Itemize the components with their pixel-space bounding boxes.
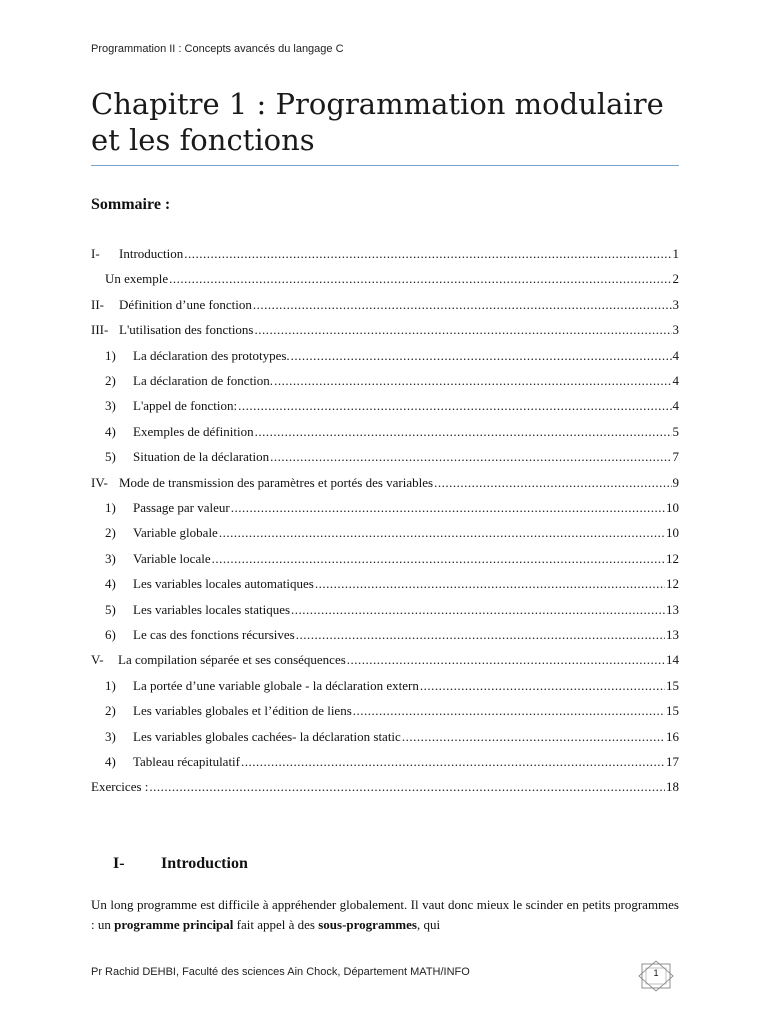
toc-leader-dots: [241, 754, 665, 770]
section-number: I-: [113, 855, 125, 872]
toc-entry-number: 2): [105, 373, 116, 388]
toc-entry-label: La déclaration des prototypes.: [133, 347, 290, 363]
toc-entry-page: 10: [666, 500, 679, 515]
toc-leader-dots: [315, 576, 665, 592]
toc-leader-dots: [353, 703, 665, 719]
toc-entry-label: Variable locale: [133, 550, 211, 566]
toc-entry-label: Introduction: [119, 246, 184, 261]
toc-entry-number: V-: [91, 652, 104, 668]
toc-entry-label: Exemples de définition: [133, 423, 254, 439]
toc-entry-label: Un exemple: [105, 271, 169, 287]
toc-entry[interactable]: [91, 729, 679, 747]
body-text-bold: sous-programmes: [318, 917, 417, 932]
section-heading: [113, 855, 248, 873]
toc-entry[interactable]: [91, 754, 679, 772]
toc-entry-number: 6): [105, 627, 116, 642]
toc-entry-label: Les variables globales cachées- la déclaration static: [133, 728, 401, 744]
toc-entry-page: 4: [672, 373, 679, 388]
body-text-bold: programme principal: [114, 917, 234, 932]
toc-entry-page: 17: [666, 754, 679, 769]
toc-entry[interactable]: [91, 652, 679, 670]
toc-leader-dots: [255, 322, 672, 338]
toc-entry-page: 7: [672, 449, 679, 465]
toc-entry-page: 13: [666, 601, 679, 617]
toc-entry[interactable]: [91, 551, 679, 569]
toc-entry[interactable]: [91, 449, 679, 467]
toc-entry-label: La portée d’une variable globale - la déclaration extern: [133, 677, 419, 693]
toc-entry-number: 3): [105, 728, 116, 744]
toc-leader-dots: [238, 398, 671, 414]
toc-leader-dots: [434, 475, 671, 491]
toc-entry-label: Exercices :: [91, 779, 149, 795]
toc-entry-page: 12: [666, 576, 679, 592]
toc-leader-dots: [231, 500, 665, 516]
body-text-segment: fait appel à des: [233, 917, 319, 932]
toc-entry[interactable]: [91, 297, 679, 315]
toc-entry-page: 15: [666, 677, 679, 693]
toc-entry[interactable]: [91, 703, 679, 721]
toc-leader-dots: [347, 652, 665, 668]
section-title: Introduction: [161, 855, 248, 872]
toc-entry-page: 9: [672, 474, 679, 490]
chapter-title-line-2: et les fonctions: [91, 123, 315, 157]
toc-entry-number: 1): [105, 677, 116, 693]
toc-entry-page: 18: [666, 779, 679, 795]
toc-leader-dots: [420, 678, 665, 694]
toc-entry-page: 10: [666, 525, 679, 541]
toc-leader-dots: [149, 779, 665, 795]
toc-entry-number: 2): [105, 703, 116, 719]
toc-entry-page: 1: [672, 246, 679, 261]
toc-entry-page: 16: [666, 728, 679, 744]
toc-leader-dots: [253, 297, 672, 313]
toc-entry-page: 14: [666, 652, 679, 668]
toc-entry-label: Les variables locales statiques: [133, 601, 291, 617]
toc-entry[interactable]: [91, 348, 679, 366]
footer-author: Pr Rachid DEHBI, Faculté des sciences Ain Chock, Département MATH/INFO: [91, 966, 470, 978]
toc-leader-dots: [274, 373, 671, 389]
body-text-segment: , qui: [416, 917, 441, 932]
toc-entry[interactable]: [91, 373, 679, 391]
body-paragraph: [91, 895, 679, 935]
toc-entry[interactable]: [91, 246, 679, 264]
toc-leader-dots: [291, 348, 672, 364]
toc-entry-page: 3: [672, 322, 679, 338]
toc-entry-number: I-: [91, 246, 100, 261]
toc-leader-dots: [219, 525, 665, 541]
toc-leader-dots: [402, 729, 665, 745]
toc-entry[interactable]: [91, 424, 679, 442]
toc-entry-number: II-: [91, 296, 104, 312]
summary-heading: Sommaire :: [91, 196, 171, 213]
title-divider: [91, 165, 679, 166]
toc-leader-dots: [296, 627, 665, 643]
toc-entry-number: 3): [105, 550, 116, 566]
toc-entry-label: L'appel de fonction:: [133, 398, 238, 414]
toc-entry-label: Le cas des fonctions récursives: [133, 627, 295, 642]
page-number-badge: [636, 960, 676, 992]
running-header: Programmation II : Concepts avancés du langage C: [91, 43, 344, 55]
toc-entry-number: 1): [105, 500, 116, 515]
toc-entry[interactable]: [91, 475, 679, 493]
toc-entry-page: 4: [672, 398, 679, 414]
toc-entry-number: 5): [105, 601, 116, 617]
toc-entry[interactable]: [91, 500, 679, 518]
toc-entry-label: Définition d’une fonction: [119, 296, 252, 312]
toc-leader-dots: [169, 271, 671, 287]
toc-entry[interactable]: [91, 779, 679, 797]
toc-entry[interactable]: [91, 602, 679, 620]
toc-entry[interactable]: [91, 627, 679, 645]
chapter-title: [91, 86, 691, 158]
toc-leader-dots: [212, 551, 665, 567]
toc-entry-label: L'utilisation des fonctions: [119, 322, 254, 338]
toc-leader-dots: [291, 602, 665, 618]
toc-entry-label: Tableau récapitulatif: [133, 754, 241, 769]
toc-entry[interactable]: [91, 398, 679, 416]
toc-entry[interactable]: [91, 678, 679, 696]
chapter-title-line-1: Chapitre 1 : Programmation modulaire: [91, 87, 664, 121]
toc-entry[interactable]: [91, 271, 679, 289]
toc-entry-page: 2: [672, 271, 679, 287]
body-text-segment: Un long programme est difficile à appréhender globalement. Il vaut donc mieux le scinder en petits programmes : un: [91, 897, 679, 932]
page-number: 1: [653, 968, 659, 978]
toc-entry-label: Mode de transmission des paramètres et portés des variables: [119, 474, 434, 490]
toc-entry-page: 4: [672, 347, 679, 363]
toc-entry-number: IV-: [91, 474, 108, 490]
toc-entry-number: 4): [105, 423, 116, 439]
toc-entry-label: La déclaration de fonction.: [133, 373, 274, 388]
toc-entry[interactable]: [91, 576, 679, 594]
toc-entry-page: 3: [672, 296, 679, 312]
toc-entry-label: Passage par valeur: [133, 500, 230, 515]
toc-leader-dots: [270, 449, 671, 465]
toc-entry-page: 15: [666, 703, 679, 719]
toc-entry-label: Variable globale: [133, 525, 218, 541]
toc-entry[interactable]: [91, 322, 679, 340]
toc-entry-number: 2): [105, 525, 116, 541]
toc-entry-label: Les variables locales automatiques: [133, 576, 314, 592]
toc-entry-number: 3): [105, 398, 116, 414]
toc-entry-number: 5): [105, 449, 116, 465]
toc-leader-dots: [184, 246, 671, 262]
toc-entry-number: 4): [105, 754, 116, 769]
toc-entry-page: 12: [666, 550, 679, 566]
toc-entry-label: Situation de la déclaration: [133, 449, 270, 465]
toc-leader-dots: [255, 424, 672, 440]
toc-entry-number: III-: [91, 322, 109, 338]
toc-entry-number: 4): [105, 576, 116, 592]
toc-entry-number: 1): [105, 347, 116, 363]
toc-entry-page: 5: [672, 423, 679, 439]
toc-entry-label: La compilation séparée et ses conséquences: [118, 652, 346, 668]
toc-entry-page: 13: [666, 627, 679, 642]
toc-entry[interactable]: [91, 525, 679, 543]
toc-entry-label: Les variables globales et l’édition de liens: [133, 703, 352, 719]
